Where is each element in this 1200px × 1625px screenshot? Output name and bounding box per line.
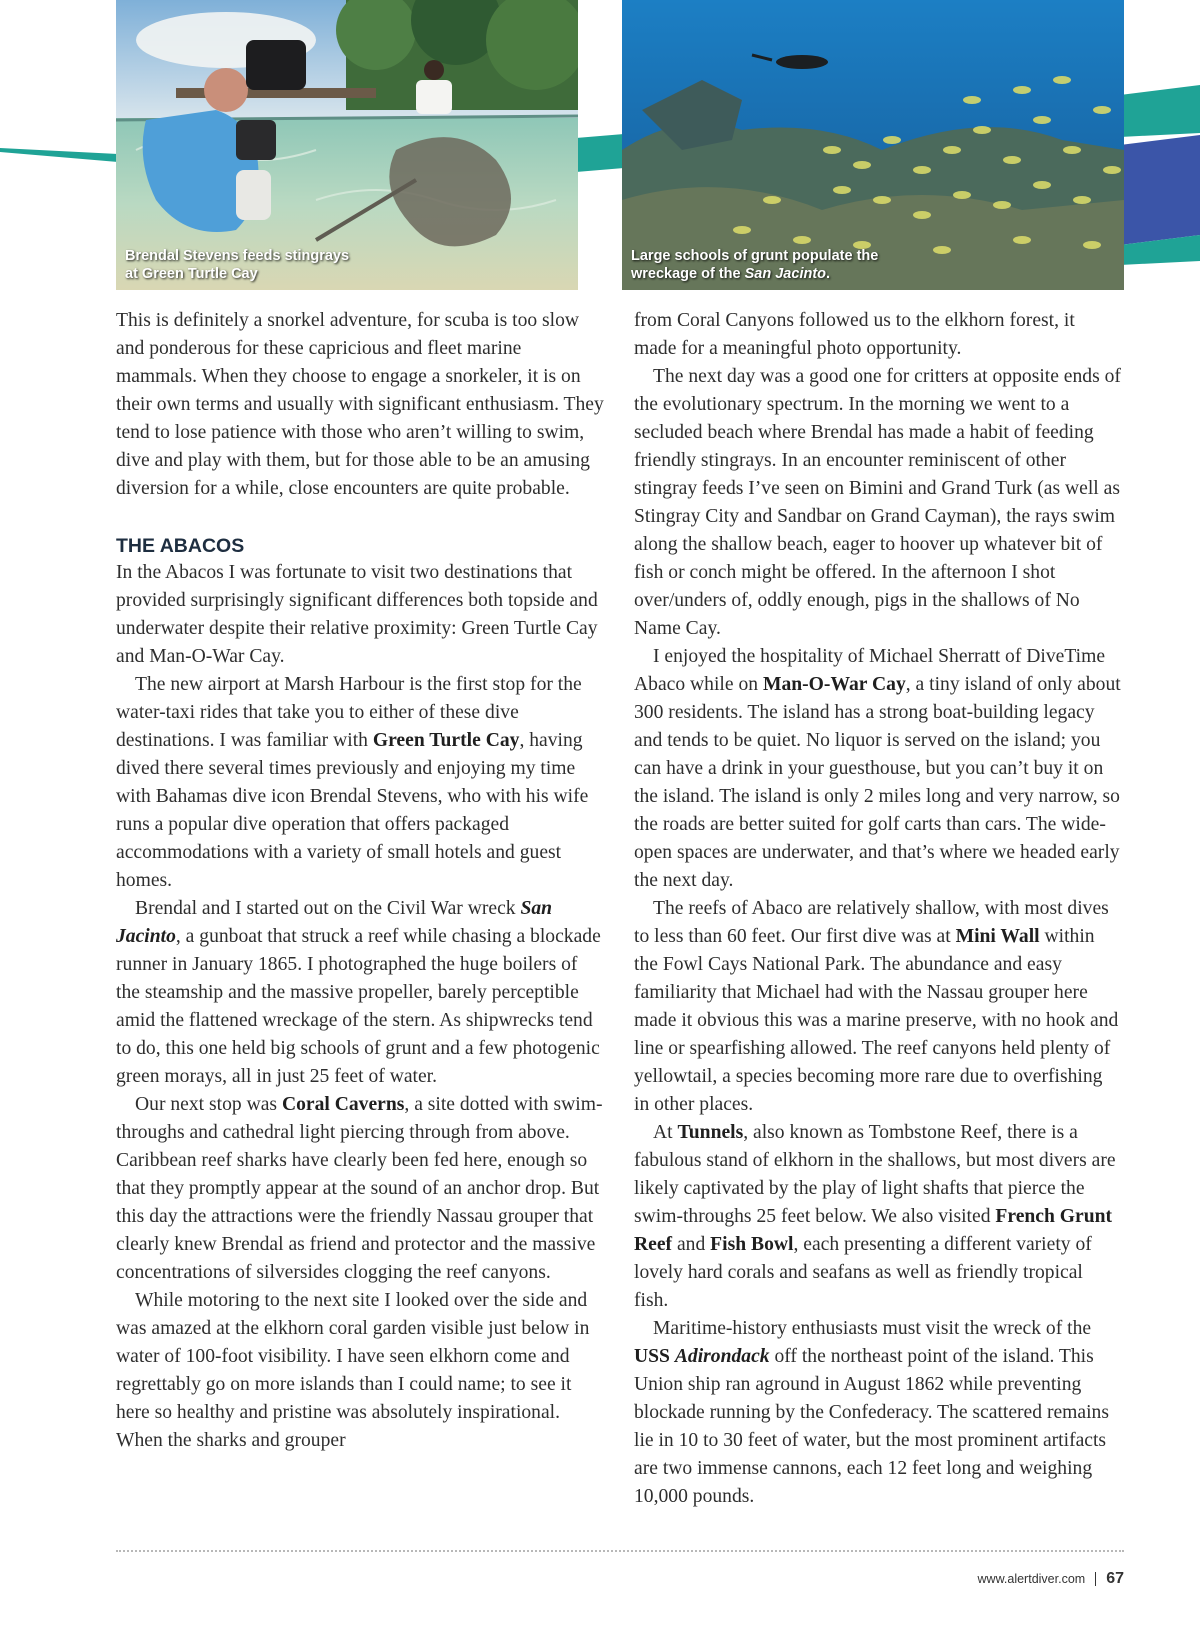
- paragraph: At Tunnels, also known as Tombstone Reef, there is a fabulous stand of elkhorn in the shallows, but most divers are likely captivated by the play of light shafts that pierce the swim-throughs 25 feet below. We also visited French Grunt Reef and Fish Bowl, each presenting a different variety of lovely hard corals and seafans as well as friendly tropical fish.: [634, 1122, 1116, 1311]
- website-url: www.alertdiver.com: [977, 1572, 1086, 1586]
- paragraph: I enjoyed the hospitality of Michael Sherratt of DiveTime Abaco while on Man-O-War Cay, a tiny island of only about 300 residents. The island has a strong boat-building legacy and tends to be quiet. No liquor is served on the island; you can have a drink in your guesthouse, but you can’t buy it on the island. The island is only 2 miles long and very narrow, so the roads are better suited for golf carts than cars. The wide-open spaces are underwater, and that’s where we headed early the next day.: [634, 646, 1121, 891]
- left-text-column: [116, 307, 604, 1455]
- middle-teal-stripe: [576, 130, 624, 178]
- caption-line: at Green Turtle Cay: [125, 266, 258, 282]
- right-stripes: [1120, 85, 1200, 285]
- paragraph: Our next stop was Coral Caverns, a site dotted with swim-throughs and cathedral light piercing through from above. Caribbean reef sharks have clearly been fed here, enough so that they promptly appear at the sound of an anchor drop. But this day the attractions were the friendly Nassau grouper that clearly knew Brendal as friend and protector and the massive concentrations of silversides clogging the reef canyons.: [116, 1094, 603, 1283]
- paragraph: While motoring to the next site I looked over the side and was amazed at the elkhorn coral garden visible just below in water of 100-foot visibility. I have seen elkhorn come and regrettably go on more islands than I could name; to see it here so healthy and pristine was absolutely inspirational. When the sharks and grouper: [116, 1290, 590, 1451]
- page-number: 67: [1106, 1570, 1124, 1587]
- paragraph: The reefs of Abaco are relatively shallow, with most dives to less than 60 feet. Our first dive was at Mini Wall within the Fowl Cays National Park. The abundance and easy familiarity that Michael had with the Nassau grouper here made it obvious this was a marine preserve, with no hook and line or spearfishing allowed. The reef canyons held plenty of yellowtail, a species becoming more rare due to overfishing in other places.: [634, 898, 1119, 1115]
- caption-line: Brendal Stevens feeds stingrays: [125, 248, 350, 264]
- grunt-school-photo: [622, 0, 1124, 290]
- caption-line: wreckage of the San Jacinto.: [631, 266, 831, 282]
- grunt-school-photo-caption: [631, 247, 878, 283]
- stingray-photo: [116, 0, 578, 290]
- paragraph: Maritime-history enthusiasts must visit the wreck of the USS Adirondack off the northeast point of the island. This Union ship ran aground in August 1862 while preventing blockade running by the Confederacy. The scattered remains lie in 10 to 30 feet of water, but the most prominent artifacts are two immense cannons, each 12 feet long and weighing 10,000 pounds.: [634, 1318, 1109, 1507]
- paragraph: In the Abacos I was fortunate to visit two destinations that provided surprisingly significant differences both topside and underwater despite their relative proximity: Green Turtle Cay and Man-O-War Cay.: [116, 562, 598, 667]
- footer-divider: [116, 1550, 1124, 1552]
- stingray-photo-caption: [125, 247, 349, 283]
- left-teal-stripe: [0, 140, 118, 170]
- footer-separator: [1095, 1572, 1096, 1586]
- caption-line: Large schools of grunt populate the: [631, 248, 879, 264]
- paragraph: The next day was a good one for critters at opposite ends of the evolutionary spectrum. In the morning we went to a secluded beach where Brendal has made a habit of feeding friendly stingrays. In an encounter reminiscent of other stingray feeds I’ve seen on Bimini and Grand Turk (as well as Stingray City and Sandbar on Grand Cayman), the rays swim along the shallow beach, eager to hoover up whatever bit of fish or conch might be offered. In the afternoon I shot over/unders of, oddly enough, pigs in the shallows of No Name Cay.: [634, 366, 1121, 639]
- paragraph: The new airport at Marsh Harbour is the first stop for the water-taxi rides that take you to either of these dive destinations. I was familiar with Green Turtle Cay, having dived there several times previously and enjoying my time with Bahamas dive icon Brendal Stevens, who with his wife runs a popular dive operation that offers packaged accommodations with a variety of small hotels and guest homes.: [116, 674, 589, 891]
- paragraph: This is definitely a snorkel adventure, for scuba is too slow and ponderous for these capricious and fleet marine mammals. When they choose to engage a snorkeler, it is on their own terms and usually with significant enthusiasm. They tend to lose patience with those who aren’t willing to swim, dive and play with them, but for those able to be an amusing diversion for a while, close encounters are quite probable.: [116, 310, 604, 499]
- right-text-column: [634, 307, 1122, 1511]
- paragraph: from Coral Canyons followed us to the elkhorn forest, it made for a meaningful photo opportunity.: [634, 310, 1075, 359]
- page-footer: [978, 1570, 1124, 1588]
- section-heading: THE ABACOS: [116, 535, 245, 557]
- paragraph: Brendal and I started out on the Civil War wreck San Jacinto, a gunboat that struck a reef while chasing a blockade runner in January 1865. I photographed the huge boilers of the steamship and the massive propeller, barely perceptible amid the flattened wreckage of the stern. As shipwrecks tend to do, this one held big schools of grunt and a few photogenic green morays, all in just 25 feet of water.: [116, 898, 601, 1087]
